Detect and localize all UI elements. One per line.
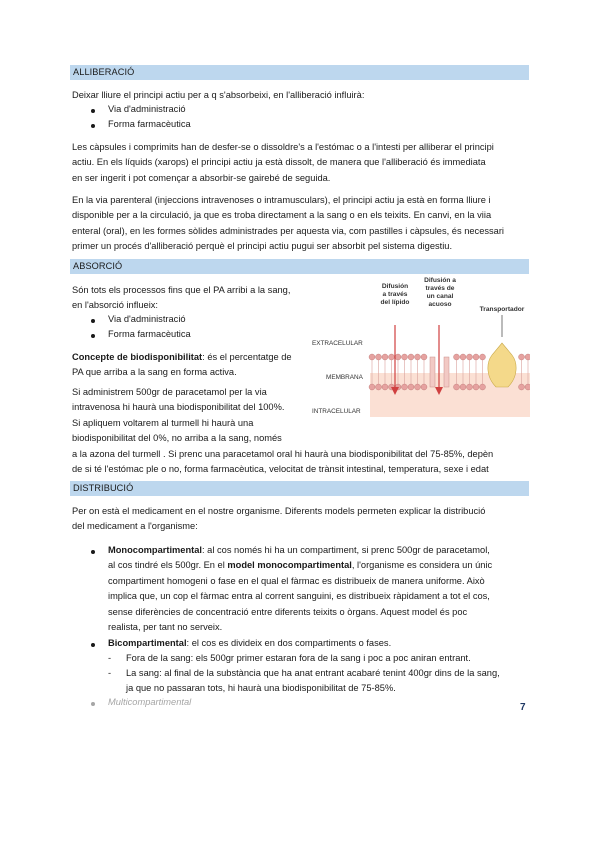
- text-line: en l'absorció influeix:: [72, 300, 159, 311]
- text-line: [108, 558, 492, 573]
- label-intracellular: INTRACELULAR: [312, 408, 361, 415]
- text-line: En la via parenteral (injeccions intravenoses o intramusculars), el principi actiu ja està en forma lliure i: [72, 195, 491, 205]
- absorcio-bullet-2: Forma farmacèutica: [108, 329, 191, 339]
- text-line: sense diferències de concentració entre diferents teixits o òrgans. Aquest model és poc: [108, 606, 468, 617]
- text-line: intravenosa hi haurà una biodisponibilitat del 100%.: [72, 402, 285, 413]
- bullet-dot: [91, 109, 95, 113]
- text-line: en ser ingerit i pot començar a absorbir-se gairebé de seguida.: [72, 172, 331, 183]
- bullet-dot: [91, 643, 95, 647]
- text-line: Si administrem 500gr de paracetamol per la via: [72, 387, 267, 397]
- label-extracellular: EXTRACELULAR: [312, 340, 363, 347]
- section-header-absorcio: ABSORCIÓ: [70, 259, 529, 274]
- text-line: primer un procés d'alliberació perquè el principi actiu pugui ser absorbit pel sistema digestiu.: [72, 241, 453, 252]
- alliberacio-bullet-1: Via d'administració: [108, 104, 186, 114]
- dash-marker: -: [108, 668, 112, 678]
- monocompartimental-item: [108, 543, 492, 635]
- text-line: La sang: al final de la substància que ha anat entrant acabaré tenint 400gr dins de la sang,: [126, 668, 500, 678]
- text-line: biodisponibilitat del 0%, no arriba a la sang, només: [72, 433, 282, 444]
- dash-marker: -: [108, 653, 112, 663]
- text-line: de si té l'estómac ple o no, forma farmacèutica, velocitat de trànsit intestinal, temperatura, sexe i edat: [72, 464, 489, 475]
- alliberacio-paragraph-1: [72, 140, 494, 186]
- text-line: Les càpsules i comprimits han de desfer-se o dissoldre's a l'estómac o a l'intesti per alliberar el principi: [72, 142, 494, 152]
- label-lipid-diffusion-3: del lípido: [380, 299, 410, 306]
- section-header-distribucio: DISTRIBUCIÓ: [70, 481, 529, 496]
- absorcio-bullet-1: Via d'administració: [108, 314, 186, 324]
- alliberacio-bullet-2: Forma farmacèutica: [108, 119, 191, 129]
- membrane-transport-figure: [310, 277, 530, 417]
- transporter-protein: [488, 343, 516, 387]
- bullet-dot: [91, 334, 95, 338]
- text-line: disponible per a la circulació, ja que es troba directament a la sang o en els teixits. En canvi, en la viia: [72, 210, 492, 221]
- text-line: actiu. En els líquids (xarops) el principi actiu ja està dissolt, de manera que l'alliberació és immediata: [72, 157, 486, 168]
- label-lipid-diffusion-2: a través: [382, 291, 408, 298]
- mono-text: al cos tindré els 500gr. En el: [108, 560, 228, 571]
- absorcio-intro: [72, 283, 290, 314]
- section-header-alliberacio: ALLIBERACIÓ: [70, 65, 529, 80]
- label-lipid-diffusion-1: Difusión: [381, 283, 409, 290]
- mono-model-label: model monocompartimental: [227, 560, 352, 571]
- text-line: PA que arriba a la sang en forma activa.: [72, 367, 237, 378]
- biodisponibilitat-concept: [72, 350, 292, 381]
- label-channel-diffusion-3: un canal: [426, 293, 454, 300]
- label-transporter: Transportador: [479, 306, 525, 313]
- text-line: implica que, un cop el fàrmac entra al corrent sanguini, es distribueix ràpidament a tot el cos,: [108, 591, 490, 602]
- bullet-dot: [91, 550, 95, 554]
- mono-label: Monocompartimental: [108, 545, 203, 555]
- text-line: [108, 543, 492, 558]
- text-line: del medicament a l'organisme:: [72, 521, 198, 532]
- multicompartimental-item: Multicompartimental: [108, 697, 192, 707]
- label-channel-diffusion-2: través de: [425, 285, 455, 292]
- bicompartimental-item: [108, 636, 391, 651]
- bi-dash-item-2: [126, 666, 500, 697]
- bullet-dot: [91, 124, 95, 128]
- text-line: a la azona del turmell . Si prenc una paracetamol oral hi haurà una biodisponibilitat del 75-85%, depèn: [72, 448, 494, 459]
- distribucio-intro: [72, 504, 485, 535]
- text-line: compartiment homogeni o fase en el qual el fàrmac es distribueix de manera uniforme. Això: [108, 575, 485, 586]
- label-channel-diffusion-4: acuoso: [428, 301, 452, 308]
- label-membrane: MEMBRANA: [326, 374, 363, 381]
- page-number: 7: [520, 702, 526, 713]
- text-line: Són tots els processos fins que el PA arribi a la sang,: [72, 285, 291, 295]
- text-line: Per on està el medicament en el nostre organisme. Diferents models permeten explicar la distribució: [72, 506, 486, 516]
- bi-dash-item-1: Fora de la sang: els 500gr primer estaran fora de la sang i poc a poc aniran entrant.: [126, 653, 471, 663]
- label-channel-diffusion-1: Difusión a: [424, 277, 456, 284]
- bullet-dot: [91, 702, 95, 706]
- text-line: ja que no passaran tots, hi haurà una biodisponibilitat de 75-85%.: [126, 683, 396, 694]
- alliberacio-intro: Deixar lliure el principi actiu per a q s'absorbeixi, en l'alliberació influirà:: [72, 90, 365, 100]
- mono-text: , l'organisme es considera un únic: [351, 560, 493, 571]
- bi-text: : el cos es divideix en dos compartiments o fases.: [186, 638, 392, 648]
- text-line: [108, 636, 391, 651]
- concept-label: Concepte de biodisponibilitat: [72, 352, 203, 362]
- mono-text: : al cos només hi ha un compartiment, si prenc 500gr de paracetamol,: [202, 545, 490, 555]
- text-line: enteral (oral), en les formes sòlides administrades per aquesta via, com pastilles i càpsules, és necessari: [72, 225, 504, 236]
- alliberacio-paragraph-2: [72, 193, 504, 255]
- text-line: realista, per tant no serveix.: [108, 622, 223, 633]
- text-line: Si apliquem voltarem al turmell hi haurà una: [72, 417, 254, 428]
- bullet-dot: [91, 319, 95, 323]
- concept-definition: : és el percentatge de: [202, 352, 292, 362]
- text-line: [72, 350, 292, 365]
- bi-label: Bicompartimental: [108, 638, 187, 648]
